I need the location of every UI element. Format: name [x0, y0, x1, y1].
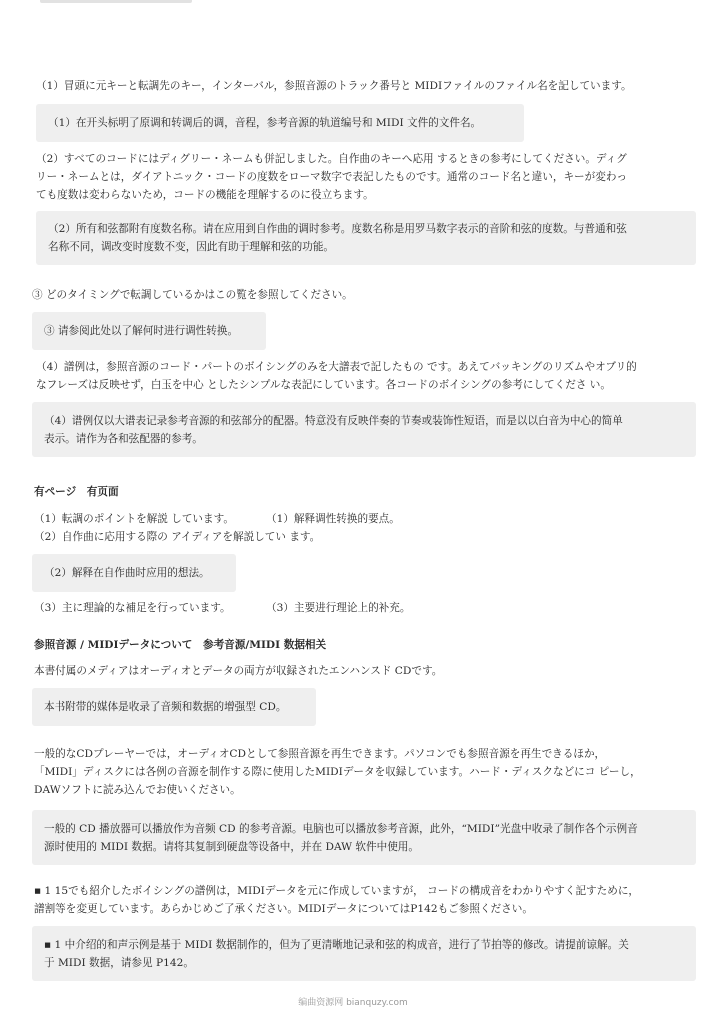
paragraph-1-zh: （1）在开头标明了原调和转调后的调，音程，参考音源的轨道编号和 MIDI 文件的文件名。 — [48, 117, 482, 129]
note-2-ja: （2）自作曲に応用する際の アイディアを解説してい ます。 — [34, 531, 321, 543]
paragraph-3-zh: ③ 请参阅此处以了解何时进行调性转换。 — [44, 325, 239, 337]
top-edge-bar — [40, 0, 192, 3]
paragraph-7-ja: ▪ 1 15でも紹介したボイシングの譜例は，MIDIデータを元に作成していますが， コードの構成音をわかりやすく記すために， 譜割等を変更しています。あらかじめご了承ください。MIDIデータについてはP142もご参照ください。 — [34, 885, 640, 915]
paragraph-2-zh-box: （2）所有和弦都附有度数名称。请在应用到自作曲的调时参考。度数名称是用罗马数字表示的音阶和弦的度数。与普通和弦 名称不同，调改变时度数不变，因此有助于理解和弦的功能。 — [36, 211, 696, 265]
paragraph-6-zh-box: 一般的 CD 播放器可以播放作为音频 CD 的参考音源。电脑也可以播放参考音源，此外，“MIDI”光盘中收录了制作各个示例音 源时使用的 MIDI 数据。请将其复制到硬盘等设备中，并在 DAW 软件中使用。 — [32, 810, 696, 865]
note-1-ja: （1）転調のポイントを解説 しています。 — [34, 513, 234, 525]
paragraph-5-ja: 本書付属のメディアはオーディオとデータの両方が収録されたエンハンスド CDです。 — [34, 665, 443, 677]
paragraph-2-ja: （2）すべてのコードにはディグリー・ネームも併記しました。自作曲のキーへ応用 するときの参考にしてください。ディグ リー・ネームとは，ダイアトニック・コードの度数をローマ数字で表記したものです。通常のコード名と違い，キーが変わっ ても度数は変わらないため，コードの機能を理解するのに役立ちます。 — [36, 153, 627, 201]
note-3-zh: （3）主要进行理论上的补充。 — [266, 602, 411, 614]
paragraph-6-ja: 一般的なCDプレーヤーでは，オーディオCDとして参照音源を再生できます。パソコンでも参照音源を再生できるほか， 「MIDI」ディスクには各例の音源を制作する際に使用したMIDIデータを収録しています。ハード・ディスクなどにコ ピーし， DAWソフトに読み込んでお使いください。 — [34, 748, 641, 796]
paragraph-7-zh-box: ▪ 1 中介绍的和声示例是基于 MIDI 数据制作的，但为了更清晰地记录和弦的构成音，进行了节拍等的修改。请提前谅解。关 于 MIDI 数据，请参见 P142。 — [32, 926, 696, 981]
paragraph-3-zh-box — [32, 312, 266, 350]
note-2-zh-box — [32, 554, 236, 592]
paragraph-5-zh-box — [32, 688, 316, 726]
paragraph-4-zh-box: （4）谱例仅以大谱表记录参考音源的和弦部分的配器。特意没有反映伴奏的节奏或装饰性短语，而是以以白音为中心的简单 表示。请作为各和弦配器的参考。 — [32, 402, 696, 457]
paragraph-4-ja: （4）譜例は，参照音源のコード・パートのボイシングのみを大譜表で記したもの です。あえてバッキングのリズムやオブリ的 なフレーズは反映せず，白玉を中心 としたシンプルな表記にしています。各コードのボイシングの参考にしてくださ い。 — [36, 361, 637, 391]
paragraph-1-ja: （1）冒頭に元キーと転調先のキー，インターバル，参照音源のトラック番号と MIDIファイルのファイル名を記しています。 — [36, 80, 632, 92]
note-2-zh: （2）解释在自作曲时应用的想法。 — [44, 567, 210, 579]
section-heading-media: 参照音源 / MIDIデータについて 参考音源/MIDI 数据相关 — [34, 639, 327, 651]
note-3-ja: （3）主に理論的な補足を行っています。 — [34, 602, 231, 614]
watermark-text: 编曲资源网 bianquzy.com — [298, 998, 408, 1008]
section-heading-pages: 有ページ 有页面 — [34, 486, 119, 498]
note-1-zh: （1）解释调性转换的要点。 — [266, 513, 400, 525]
paragraph-3-ja: ③ どのタイミングで転調しているかはこの覧を参照してください。 — [32, 289, 353, 301]
paragraph-1-zh-box — [36, 104, 524, 142]
paragraph-5-zh: 本书附带的媒体是收录了音频和数据的增强型 CD。 — [44, 701, 287, 713]
